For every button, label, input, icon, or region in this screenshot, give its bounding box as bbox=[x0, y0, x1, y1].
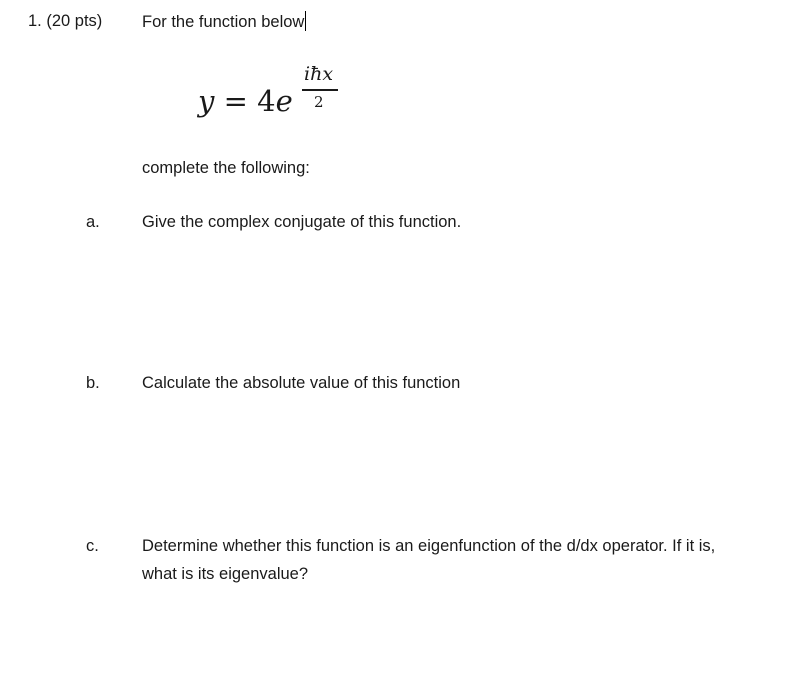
part-b-text: Calculate the absolute value of this function bbox=[142, 374, 461, 392]
intro-text: complete the following: bbox=[142, 159, 310, 177]
question-prompt[interactable] bbox=[142, 11, 306, 32]
equation bbox=[198, 60, 358, 130]
equation-lhs: y bbox=[198, 84, 215, 118]
part-c-text-line2: what is its eigenvalue? bbox=[142, 565, 309, 583]
equation-coefficient: 4 bbox=[257, 84, 276, 118]
question-number bbox=[28, 11, 102, 31]
part-a-text: Give the complex conjugate of this function. bbox=[142, 213, 462, 231]
part-b-label: b. bbox=[86, 374, 100, 392]
fraction-bar bbox=[302, 89, 338, 91]
question-prompt-text: For the function below bbox=[142, 13, 305, 31]
exponent-numerator: iħx bbox=[304, 63, 334, 85]
equation-base: e bbox=[275, 84, 293, 118]
part-c-label: c. bbox=[86, 537, 99, 555]
exponent-denominator: 2 bbox=[314, 93, 324, 111]
part-a-label: a. bbox=[86, 213, 100, 231]
equation-main bbox=[198, 84, 293, 118]
question-number-text: 1. bbox=[28, 12, 42, 30]
text-cursor bbox=[305, 11, 306, 31]
equation-equals: = bbox=[223, 84, 248, 118]
question-points: (20 pts) bbox=[46, 12, 103, 30]
part-c-text-line1: Determine whether this function is an eigenfunction of the d/dx operator. If it is, bbox=[142, 537, 716, 555]
